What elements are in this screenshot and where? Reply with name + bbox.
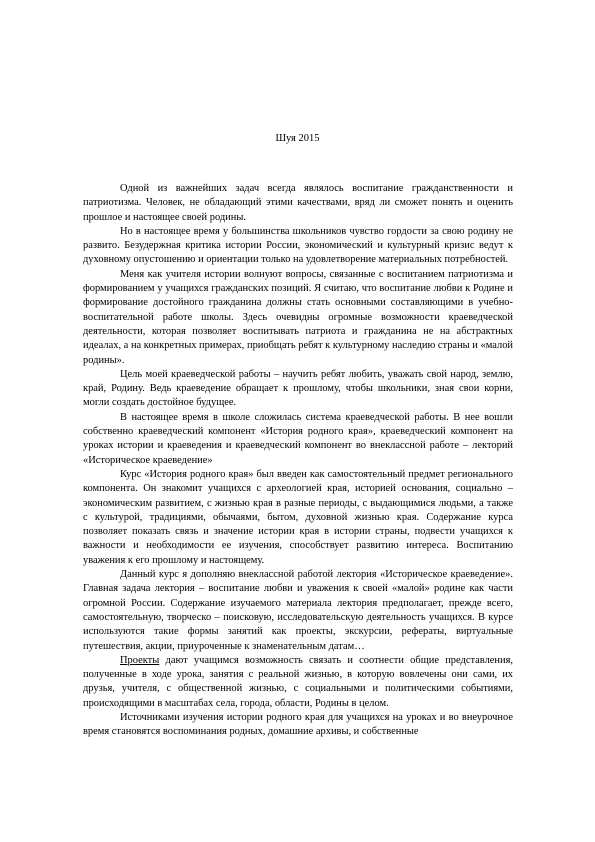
paragraph: Одной из важнейших задач всегда являлось воспитание гражданственности и патриотизма. Человек, не обладающий этими качествами, вряд ли сможет понять и оценить прошлое и настоящее своей родины. (83, 183, 513, 223)
paragraph-text: дают учащимся возможность связать и соотнести общие представления, полученные в ходе урока, занятия с реальной жизнью, в которую вовлечены они сами, их друзья, учителя, с общественной жизнью, с социальными и политическими событиями, происходящими в масштабах села, города, области, Родины в целом. (83, 654, 513, 709)
paragraph: Источниками изучения истории родного края для учащихся на уроках и во внеурочное время становятся воспоминания родных, домашние архивы, и собственные (83, 711, 513, 738)
paragraph: Но в настоящее время у большинства школьников чувство гордости за свою родину не развито. Безудержная критика истории России, экономический и культурный кризис ведут к духовному опустошению и ориентации только на удовлетворение материальных потребностей. (83, 225, 513, 266)
document-body (83, 182, 513, 740)
underlined-term: Проекты (120, 654, 160, 666)
paragraph: Курс «История родного края» был введен как самостоятельный предмет регионального компонента. Он знакомит учащихся с археологией края, историей основания, социально – экономическим развитием, с жизнью края в разные периоды, с выдающимися людьми, а также с культурой, традициями, обычаями, бытом, духовной жизнью края. Содержание курса позволяет показать связь и значение истории края в истории страны, подвести учащихся к важности и необходимости ее изучения, способствует развитию интереса. Воспитанию уважения к его прошлому и настоящему. (83, 468, 513, 566)
paragraph: Данный курс я дополняю внеклассной работой лектория «Историческое краеведение». Главная задача лектория – воспитание любви и уважения к своей «малой» родине как части огромной России. Содержание изучаемого материала лектория предполагает, прежде всего, самостоятельную, творческо – поисковую, исследовательскую деятельность учащихся. В курсе используются такие формы занятий как проекты, экскурсии, рефераты, виртуальные путешествия, акции, приуроченные к знаменательным датам… (83, 569, 513, 652)
paragraph: Цель моей краеведческой работы – научить ребят любить, уважать свой народ, землю, край, Родину. Ведь краеведение обращает к прошлому, чтобы школьники, зная свои корни, могли создать достойное будущее. (83, 368, 513, 409)
paragraph: Меня как учителя истории волнуют вопросы, связанные с воспитанием патриотизма и формированием у учащихся гражданских позиций. Я считаю, что воспитание любви к Родине и формирование достойного гражданина должны стать основными составляющими в учебно-воспитательной работе школы. Здесь очевидны огромные возможности краеведческой деятельности, которая позволяет воспитывать патриота и гражданина не на абстрактных идеалах, а на конкретных примерах, приобщать ребят к культурному наследию страны и «малой родины». (83, 268, 513, 366)
document-header: Шуя 2015 (275, 133, 320, 144)
paragraph (83, 654, 513, 711)
paragraph: В настоящее время в школе сложилась система краеведческой работы. В нее вошли собственно краеведческий компонент «История родного края», краеведческий компонент на уроках истории и краеведения и краеведческий компонент во внеклассной работе – лекторий «Историческое краеведение» (83, 411, 513, 466)
